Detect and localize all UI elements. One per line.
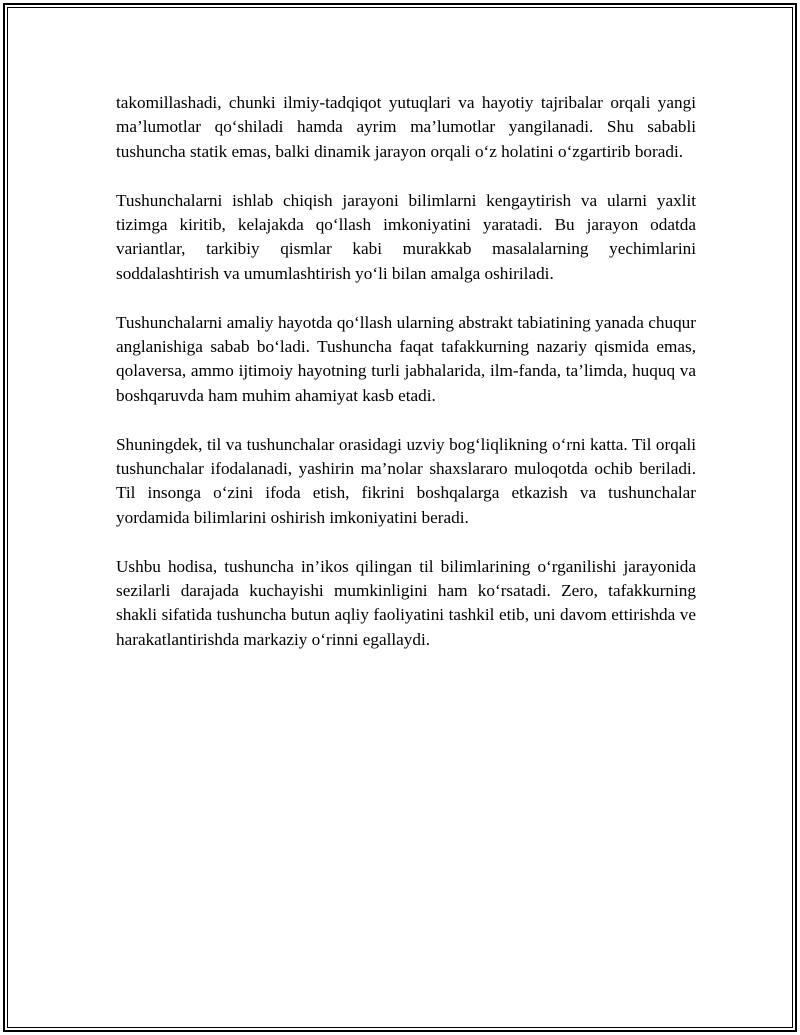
paragraph-4: Shuningdek, til va tushunchalar orasidagi uzviy bog‘liqlikning o‘rni katta. Til orqali tushunchalar ifodalanadi, yashirin ma’nolar shaxslararo muloqotda ochib beriladi. Til insonga o‘zini ifoda etish, fikrini boshqalarga etkazish va tushunchalar yordamida bilimlarini oshirish imkoniyatini beradi. xyxy=(116,434,696,527)
paragraph-1: takomillashadi, chunki ilmiy-tadqiqot yutuqlari va hayotiy tajribalar orqali yangi ma’lumotlar qo‘shiladi hamda ayrim ma’lumotlar yangilanadi. Shu sababli tushuncha statik emas, balki dinamik jarayon orqali o‘z holatini o‘zgartirib boradi. xyxy=(116,93,696,161)
paragraph-2: Tushunchalarni ishlab chiqish jarayoni bilimlarni kengaytirish va ularni yaxlit tizimga kiritib, kelajakda qo‘llash imkoniyatini yaratadi. Bu jarayon odatda variantlar, tarkibiy qismlar kabi murakkab masalalarning yechimlarini soddalashtirish va umumlashtirish yo‘li bilan amalga oshiriladi. xyxy=(116,190,696,283)
document-body xyxy=(116,91,696,677)
paragraph-5: Ushbu hodisa, tushuncha in’ikos qilingan til bilimlarining o‘rganilishi jarayonida sezilarli darajada kuchayishi mumkinligini ham ko‘rsatadi. Zero, tafakkurning shakli sifatida tushuncha butun aqliy faoliyatini tashkil etib, uni davom ettirishda ve harakatlantirishda markaziy o‘rinni egallaydi. xyxy=(116,556,696,649)
paragraph-3: Tushunchalarni amaliy hayotda qo‘llash ularning abstrakt tabiatining yanada chuqur anglanishiga sabab bo‘ladi. Tushuncha faqat tafakkurning nazariy qismida emas, qolaversa, ammo ijtimoiy hayotning turli jabhalarida, ilm-fanda, ta’limda, huquq va boshqaruvda ham muhim ahamiyat kasb etadi. xyxy=(116,312,696,405)
